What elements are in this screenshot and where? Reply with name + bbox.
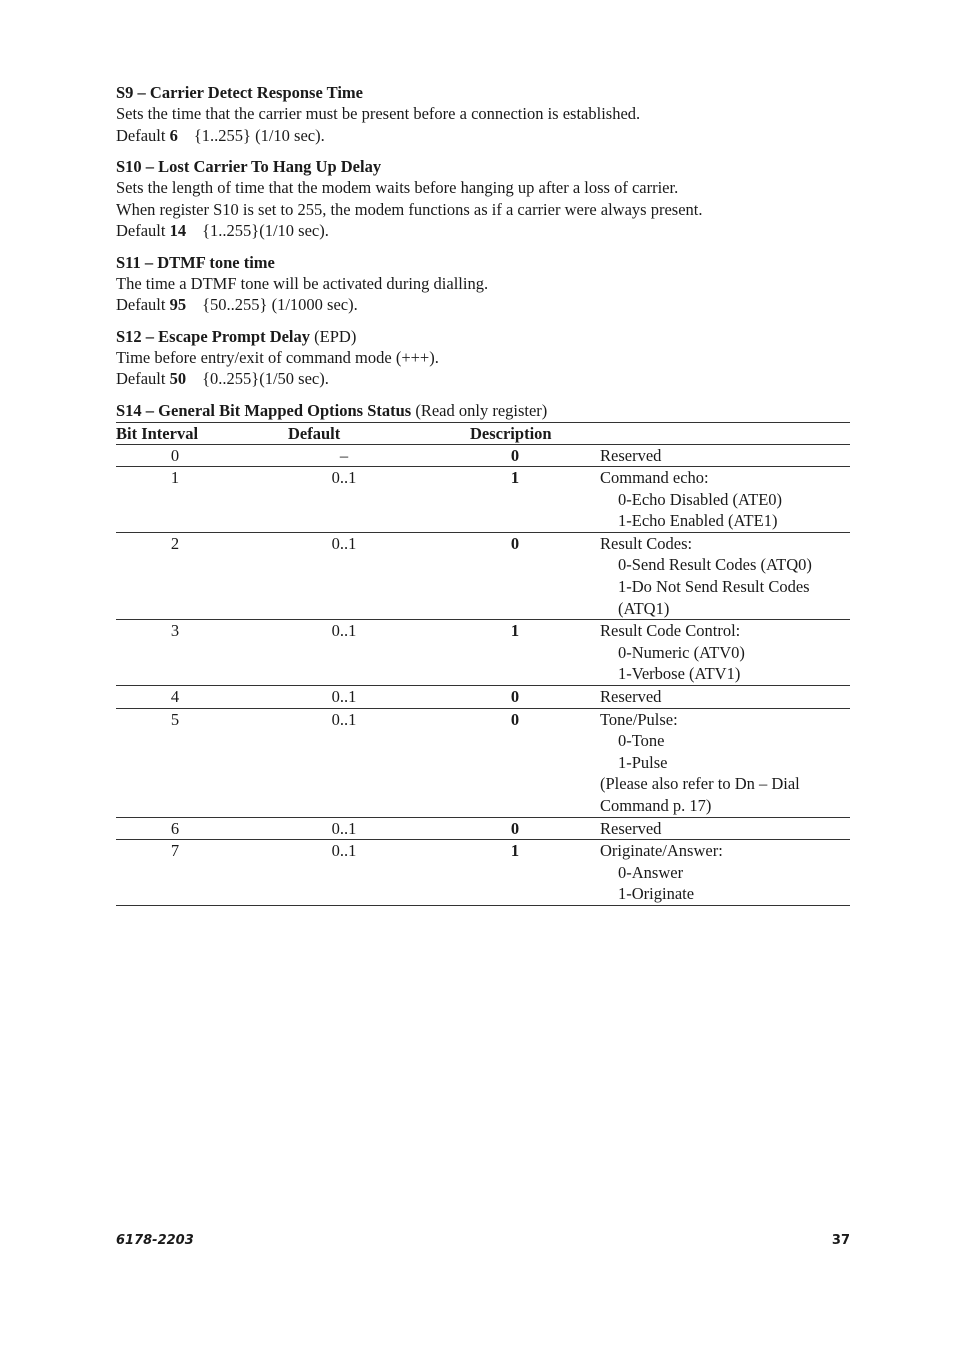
desc-option: 1-Echo Enabled (ATE1) [618, 511, 778, 531]
description-cell [576, 620, 850, 686]
default-cell: 1 [454, 467, 576, 533]
default-cell: 0 [454, 686, 576, 709]
description-cell [576, 817, 850, 840]
range-cell: 0..1 [234, 532, 454, 619]
register-sections [116, 82, 850, 390]
range-cell: 0..1 [234, 708, 454, 817]
table-row [116, 708, 850, 817]
default-range: {1..255} (1/10 sec). [193, 125, 325, 145]
desc-main: Reserved [600, 445, 662, 465]
default-cell: 0 [454, 532, 576, 619]
description-cell [576, 708, 850, 817]
range-cell: 0..1 [234, 467, 454, 533]
default-value: 14 [169, 221, 187, 240]
default-cell: 0 [454, 444, 576, 467]
desc-main: Command echo: [600, 468, 709, 488]
table-row [116, 467, 850, 533]
desc-note: Command p. 17) [600, 796, 712, 815]
default-line: Default 14 {1..255}(1/10 sec). [116, 221, 329, 240]
default-cell: 0 [454, 817, 576, 840]
desc-option: 0-Tone [618, 731, 665, 751]
page-footer [116, 1233, 850, 1251]
bit-cell: 7 [116, 840, 234, 906]
default-line: Default 95 {50..255} (1/1000 sec). [116, 295, 358, 314]
desc-main: Result Code Control: [600, 621, 741, 641]
range-cell: 0..1 [234, 840, 454, 906]
default-range: {0..255}(1/50 sec). [202, 369, 329, 388]
desc-option: 1-Pulse [618, 752, 668, 772]
desc-option: 0-Send Result Codes (ATQ0) [618, 555, 812, 575]
range-cell: 0..1 [234, 620, 454, 686]
header-default: Default [234, 422, 454, 444]
register-section [116, 82, 850, 146]
register-section [116, 326, 850, 390]
table-row [116, 686, 850, 709]
section-title: S9 – Carrier Detect Response Time [116, 83, 363, 102]
bit-cell: 0 [116, 444, 234, 467]
document-code: 6178-2203 [116, 1233, 194, 1248]
default-value: 6 [169, 125, 178, 145]
desc-option: 0-Numeric (ATV0) [618, 642, 745, 662]
desc-option: 1-Originate [618, 884, 695, 904]
s14-section [116, 400, 850, 906]
desc-option: 0-Echo Disabled (ATE0) [618, 489, 783, 509]
desc-main: Reserved [600, 818, 662, 838]
desc-option: 1-Verbose (ATV1) [618, 664, 741, 684]
bit-cell: 1 [116, 467, 234, 533]
section-description: Sets the time that the carrier must be present before a connection is established. [116, 104, 641, 123]
header-bit-interval: Bit Interval [116, 422, 234, 444]
section-description: Sets the length of time that the modem waits before hanging up after a loss of carrier. [116, 178, 679, 197]
range-cell: 0..1 [234, 817, 454, 840]
table-row [116, 817, 850, 840]
desc-option: 1-Do Not Send Result Codes (ATQ1) [618, 577, 810, 618]
description-cell [576, 840, 850, 906]
page-content [116, 82, 850, 906]
default-value: 95 [169, 295, 187, 314]
section-description: When register S10 is set to 255, the modem functions as if a carrier were always present. [116, 199, 703, 219]
description-cell [576, 444, 850, 467]
table-body [116, 444, 850, 905]
register-section [116, 252, 850, 316]
table-row [116, 532, 850, 619]
default-cell: 1 [454, 620, 576, 686]
table-row [116, 840, 850, 906]
table-row [116, 620, 850, 686]
bit-cell: 4 [116, 686, 234, 709]
default-range: {50..255} (1/1000 sec). [202, 295, 358, 314]
section-description: Time before entry/exit of command mode (+++). [116, 347, 439, 367]
table-header-row [116, 422, 850, 444]
desc-option: 0-Answer [618, 862, 684, 882]
range-cell: 0..1 [234, 686, 454, 709]
default-line: Default 6 {1..255} (1/10 sec). [116, 125, 325, 145]
bit-cell: 3 [116, 620, 234, 686]
bit-options-table [116, 422, 850, 906]
description-cell [576, 686, 850, 709]
description-cell [576, 467, 850, 533]
bit-cell: 6 [116, 817, 234, 840]
bit-cell: 2 [116, 532, 234, 619]
range-cell: – [234, 444, 454, 467]
header-description: Description [454, 422, 850, 444]
description-cell [576, 532, 850, 619]
register-section [116, 156, 850, 242]
default-range: {1..255}(1/10 sec). [202, 221, 329, 240]
s14-title: S14 – General Bit Mapped Options Status (Read only register) [116, 400, 548, 420]
default-value: 50 [169, 369, 187, 388]
desc-main: Result Codes: [600, 533, 693, 553]
desc-main: Tone/Pulse: [600, 709, 678, 729]
default-cell: 1 [454, 840, 576, 906]
desc-main: Originate/Answer: [600, 841, 723, 861]
page-number: 37 [831, 1233, 850, 1248]
desc-main: Reserved [600, 687, 662, 707]
bit-cell: 5 [116, 708, 234, 817]
section-description: The time a DTMF tone will be activated during dialling. [116, 273, 489, 293]
section-title: S12 – Escape Prompt Delay (EPD) [116, 326, 357, 346]
desc-note: (Please also refer to Dn – Dial [600, 774, 800, 794]
default-cell: 0 [454, 708, 576, 817]
section-title: S11 – DTMF tone time [116, 252, 275, 272]
section-title: S10 – Lost Carrier To Hang Up Delay [116, 157, 382, 176]
default-line: Default 50 {0..255}(1/50 sec). [116, 369, 329, 388]
table-row [116, 444, 850, 467]
